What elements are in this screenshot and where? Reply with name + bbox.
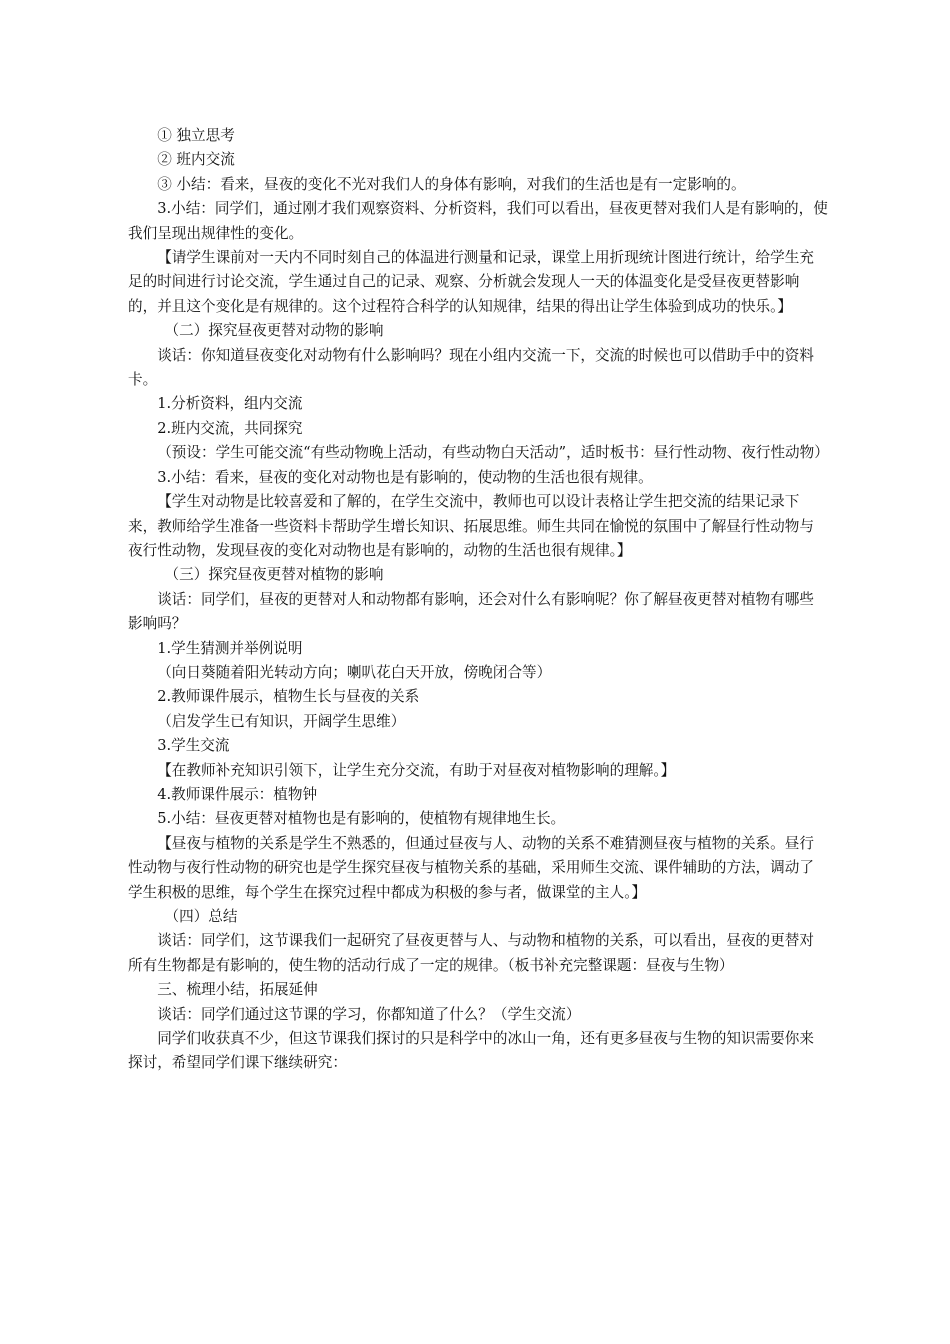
paragraph: （启发学生已有知识，开阔学生思维） <box>157 712 406 730</box>
paragraph: （二）探究昼夜更替对动物的影响 <box>164 322 384 340</box>
paragraph: 三、梳理小结，拓展延伸 <box>157 981 318 999</box>
paragraph: 【学生对动物是比较喜爱和了解的，在学生交流中，教师也可以设计表格让学生把交流的结果记录下来，教师给学生准备一些资料卡帮助学生增长知识、拓展思维。师生共同在愉悦的氛围中了解昼行性动物与夜行性动物，发现昼夜的变化对动物也是有影响的，动物的生活也很有规律。】 <box>128 493 814 559</box>
paragraph: 3.小结：同学们，通过刚才我们观察资料、分析资料，我们可以看出，昼夜更替对我们人是有影响的，使我们呈现出规律性的变化。 <box>128 200 828 242</box>
paragraph: 1.学生猜测并举例说明 <box>157 639 303 657</box>
paragraph: 谈话：你知道昼夜变化对动物有什么影响吗？现在小组内交流一下，交流的时候也可以借助手中的资料卡。 <box>128 346 814 389</box>
paragraph: （预设：学生可能交流“有些动物晚上活动，有些动物白天活动”，适时板书：昼行性动物、夜行性动物） <box>157 444 829 462</box>
paragraph: 【昼夜与植物的关系是学生不熟悉的，但通过昼夜与人、动物的关系不难猜测昼夜与植物的关系。昼行性动物与夜行性动物的研究也是学生探究昼夜与植物关系的基础，采用师生交流、课件辅助的方法，调动了学生积极的思维，每个学生在探究过程中都成为积极的参与者，做课堂的主人。】 <box>128 834 814 901</box>
paragraph: （向日葵随着阳光转动方向；喇叭花白天开放，傍晚闭合等） <box>157 663 552 681</box>
paragraph: 谈话：同学们，昼夜的更替对人和动物都有影响，还会对什么有影响呢？你了解昼夜更替对植物有哪些影响吗？ <box>128 590 814 633</box>
paragraph: 【请学生课前对一天内不同时刻自己的体温进行测量和记录，课堂上用折现统计图进行统计，给学生充足的时间进行讨论交流，学生通过自己的记录、观察、分析就会发现人一天的体温变化是受昼夜更替影响的，并且这个变化是有规律的。这个过程符合科学的认知规律，结果的得出让学生体验到成功的快乐。】 <box>128 249 814 315</box>
paragraph: 4.教师课件展示：植物钟 <box>157 785 318 803</box>
paragraph: 1.分析资料，组内交流 <box>157 395 303 413</box>
paragraph: 谈话：同学们，这节课我们一起研究了昼夜更替与人、与动物和植物的关系，可以看出，昼夜的更替对所有生物都是有影响的，使生物的活动行成了一定的规律。（板书补充完整课题：昼夜与生物） <box>128 932 814 974</box>
paragraph: （三）探究昼夜更替对植物的影响 <box>164 566 384 584</box>
paragraph: ③ 小结：看来，昼夜的变化不光对我们人的身体有影响，对我们的生活也是有一定影响的。 <box>157 175 746 193</box>
paragraph: 【在教师补充知识引领下，让学生充分交流，有助于对昼夜对植物影响的理解。】 <box>157 761 676 779</box>
paragraph: ① 独立思考 <box>157 127 235 144</box>
paragraph: 5.小结：昼夜更替对植物也是有影响的，使植物有规律地生长。 <box>157 810 566 828</box>
paragraph: 3.小结：看来，昼夜的变化对动物也是有影响的，使动物的生活也很有规律。 <box>157 468 653 486</box>
paragraph: 3.学生交流 <box>157 737 230 755</box>
paragraph: 同学们收获真不少，但这节课我们探讨的只是科学中的冰山一角，还有更多昼夜与生物的知识需要你来探讨，希望同学们课下继续研究： <box>128 1030 814 1072</box>
paragraph: 2.班内交流，共同探究 <box>157 419 303 437</box>
paragraph: ② 班内交流 <box>157 151 235 169</box>
paragraph: （四）总结 <box>164 908 238 925</box>
document-body <box>128 124 828 1076</box>
paragraph: 谈话：同学们通过这节课的学习，你都知道了什么？（学生交流） <box>157 1005 581 1023</box>
paragraph: 2.教师课件展示，植物生长与昼夜的关系 <box>157 688 420 706</box>
